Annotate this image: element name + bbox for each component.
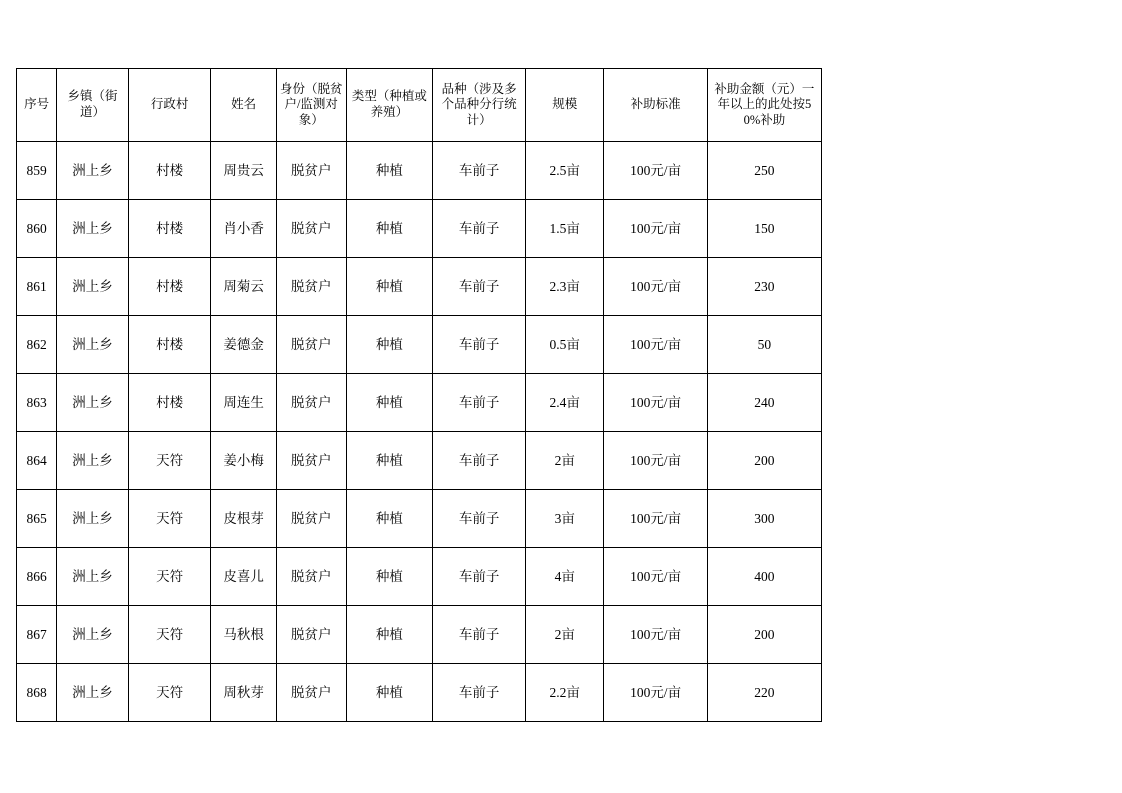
column-header-identity: 身份（脱贫户/监测对象） <box>276 69 346 142</box>
cell-subsidy-amount: 220 <box>707 664 821 722</box>
cell-subsidy-standard: 100元/亩 <box>604 606 708 664</box>
cell-index: 868 <box>17 664 57 722</box>
cell-township: 洲上乡 <box>57 374 129 432</box>
cell-scale: 2.2亩 <box>526 664 604 722</box>
cell-type: 种植 <box>346 548 433 606</box>
cell-township: 洲上乡 <box>57 664 129 722</box>
cell-subsidy-standard: 100元/亩 <box>604 316 708 374</box>
cell-index: 863 <box>17 374 57 432</box>
table-row <box>17 490 822 548</box>
cell-village: 天符 <box>128 606 210 664</box>
cell-type: 种植 <box>346 142 433 200</box>
cell-subsidy-standard: 100元/亩 <box>604 664 708 722</box>
cell-index: 866 <box>17 548 57 606</box>
column-header-subsidy-amount: 补助金额（元）一年以上的此处按50%补助 <box>707 69 821 142</box>
cell-scale: 3亩 <box>526 490 604 548</box>
cell-township: 洲上乡 <box>57 258 129 316</box>
cell-scale: 2亩 <box>526 606 604 664</box>
column-header-subsidy-standard: 补助标准 <box>604 69 708 142</box>
cell-name: 马秋根 <box>211 606 276 664</box>
cell-subsidy-standard: 100元/亩 <box>604 548 708 606</box>
cell-township: 洲上乡 <box>57 316 129 374</box>
cell-identity: 脱贫户 <box>276 664 346 722</box>
cell-name: 周菊云 <box>211 258 276 316</box>
cell-subsidy-amount: 50 <box>707 316 821 374</box>
subsidy-table-container <box>16 68 822 722</box>
table-header-row <box>17 69 822 142</box>
cell-scale: 0.5亩 <box>526 316 604 374</box>
cell-variety: 车前子 <box>433 548 526 606</box>
column-header-village: 行政村 <box>128 69 210 142</box>
cell-scale: 1.5亩 <box>526 200 604 258</box>
cell-type: 种植 <box>346 432 433 490</box>
cell-name: 皮喜儿 <box>211 548 276 606</box>
cell-variety: 车前子 <box>433 606 526 664</box>
cell-identity: 脱贫户 <box>276 490 346 548</box>
table-body <box>17 142 822 722</box>
table-header <box>17 69 822 142</box>
cell-scale: 2亩 <box>526 432 604 490</box>
cell-identity: 脱贫户 <box>276 142 346 200</box>
cell-village: 天符 <box>128 548 210 606</box>
cell-village: 天符 <box>128 664 210 722</box>
cell-village: 村楼 <box>128 316 210 374</box>
cell-identity: 脱贫户 <box>276 258 346 316</box>
cell-subsidy-amount: 300 <box>707 490 821 548</box>
cell-subsidy-amount: 240 <box>707 374 821 432</box>
column-header-scale: 规模 <box>526 69 604 142</box>
table-row <box>17 316 822 374</box>
table-row <box>17 664 822 722</box>
cell-variety: 车前子 <box>433 200 526 258</box>
column-header-township: 乡镇（街道） <box>57 69 129 142</box>
cell-subsidy-amount: 150 <box>707 200 821 258</box>
cell-variety: 车前子 <box>433 432 526 490</box>
cell-index: 859 <box>17 142 57 200</box>
cell-type: 种植 <box>346 316 433 374</box>
cell-village: 村楼 <box>128 374 210 432</box>
subsidy-table <box>16 68 822 722</box>
cell-index: 860 <box>17 200 57 258</box>
cell-scale: 2.4亩 <box>526 374 604 432</box>
cell-type: 种植 <box>346 200 433 258</box>
cell-subsidy-standard: 100元/亩 <box>604 490 708 548</box>
cell-variety: 车前子 <box>433 664 526 722</box>
cell-identity: 脱贫户 <box>276 606 346 664</box>
cell-subsidy-standard: 100元/亩 <box>604 200 708 258</box>
column-header-type: 类型（种植或养殖） <box>346 69 433 142</box>
cell-type: 种植 <box>346 490 433 548</box>
cell-variety: 车前子 <box>433 316 526 374</box>
cell-village: 村楼 <box>128 258 210 316</box>
cell-village: 天符 <box>128 490 210 548</box>
cell-village: 村楼 <box>128 200 210 258</box>
cell-subsidy-standard: 100元/亩 <box>604 258 708 316</box>
cell-subsidy-amount: 250 <box>707 142 821 200</box>
cell-identity: 脱贫户 <box>276 316 346 374</box>
cell-subsidy-amount: 200 <box>707 606 821 664</box>
table-row <box>17 432 822 490</box>
cell-index: 867 <box>17 606 57 664</box>
cell-scale: 2.3亩 <box>526 258 604 316</box>
cell-subsidy-amount: 200 <box>707 432 821 490</box>
cell-name: 肖小香 <box>211 200 276 258</box>
cell-variety: 车前子 <box>433 142 526 200</box>
cell-village: 村楼 <box>128 142 210 200</box>
cell-variety: 车前子 <box>433 374 526 432</box>
cell-type: 种植 <box>346 258 433 316</box>
cell-township: 洲上乡 <box>57 548 129 606</box>
column-header-name: 姓名 <box>211 69 276 142</box>
table-row <box>17 200 822 258</box>
cell-name: 皮根芽 <box>211 490 276 548</box>
cell-variety: 车前子 <box>433 258 526 316</box>
cell-index: 865 <box>17 490 57 548</box>
table-row <box>17 606 822 664</box>
cell-type: 种植 <box>346 374 433 432</box>
cell-subsidy-amount: 230 <box>707 258 821 316</box>
table-row <box>17 142 822 200</box>
cell-identity: 脱贫户 <box>276 374 346 432</box>
cell-township: 洲上乡 <box>57 432 129 490</box>
cell-scale: 4亩 <box>526 548 604 606</box>
table-row <box>17 258 822 316</box>
cell-identity: 脱贫户 <box>276 432 346 490</box>
cell-type: 种植 <box>346 664 433 722</box>
cell-township: 洲上乡 <box>57 200 129 258</box>
cell-township: 洲上乡 <box>57 490 129 548</box>
cell-variety: 车前子 <box>433 490 526 548</box>
cell-village: 天符 <box>128 432 210 490</box>
cell-township: 洲上乡 <box>57 606 129 664</box>
column-header-index: 序号 <box>17 69 57 142</box>
cell-name: 姜德金 <box>211 316 276 374</box>
cell-name: 周贵云 <box>211 142 276 200</box>
cell-identity: 脱贫户 <box>276 200 346 258</box>
table-row <box>17 374 822 432</box>
cell-name: 周秋芽 <box>211 664 276 722</box>
cell-type: 种植 <box>346 606 433 664</box>
cell-subsidy-standard: 100元/亩 <box>604 432 708 490</box>
cell-name: 周连生 <box>211 374 276 432</box>
cell-index: 864 <box>17 432 57 490</box>
column-header-variety: 品种（涉及多个品种分行统计） <box>433 69 526 142</box>
cell-index: 862 <box>17 316 57 374</box>
cell-subsidy-amount: 400 <box>707 548 821 606</box>
cell-subsidy-standard: 100元/亩 <box>604 374 708 432</box>
cell-subsidy-standard: 100元/亩 <box>604 142 708 200</box>
cell-identity: 脱贫户 <box>276 548 346 606</box>
cell-index: 861 <box>17 258 57 316</box>
cell-name: 姜小梅 <box>211 432 276 490</box>
cell-scale: 2.5亩 <box>526 142 604 200</box>
cell-township: 洲上乡 <box>57 142 129 200</box>
table-row <box>17 548 822 606</box>
